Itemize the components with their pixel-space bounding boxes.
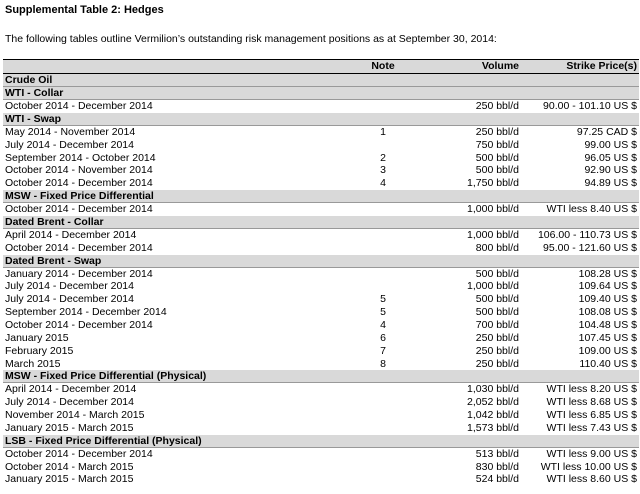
period-cell: October 2014 - December 2014 (5, 177, 153, 190)
table-row (3, 448, 639, 461)
section-header: Dated Brent - Swap (3, 255, 639, 268)
note-cell: 8 (380, 357, 386, 370)
period-cell: October 2014 - December 2014 (5, 318, 153, 331)
strike-cell: WTI less 7.43 US $ (546, 421, 637, 434)
period-cell: October 2014 - December 2014 (5, 203, 153, 216)
header-volume: Volume (481, 60, 519, 72)
strike-cell: 109.40 US $ (578, 293, 637, 306)
period-cell: March 2015 (5, 357, 61, 370)
category-crude-oil: Crude Oil (3, 74, 639, 87)
hedges-table (3, 59, 639, 486)
strike-cell: 110.40 US $ (579, 357, 637, 370)
table-row (3, 319, 639, 332)
section-header: WTI - Swap (3, 113, 639, 126)
header-note: Note (371, 60, 395, 72)
volume-cell: 800 bbl/d (475, 241, 519, 254)
strike-cell: WTI less 8.68 US $ (546, 396, 637, 409)
strike-cell: WTI less 6.85 US $ (546, 409, 637, 422)
strike-cell: 90.00 - 101.10 US $ (543, 100, 637, 112)
strike-cell: 108.08 US $ (578, 306, 637, 319)
period-cell: November 2014 - March 2015 (5, 409, 145, 422)
strike-cell: 95.00 - 121.60 US $ (543, 241, 637, 254)
period-cell: September 2014 - December 2014 (5, 306, 167, 319)
note-cell: 4 (380, 177, 386, 190)
table-row (3, 306, 639, 319)
strike-cell: 104.48 US $ (578, 318, 637, 331)
section-header: LSB - Fixed Price Differential (Physical) (3, 435, 639, 448)
volume-cell: 1,000 bbl/d (467, 203, 519, 216)
period-cell: October 2014 - November 2014 (5, 164, 153, 177)
table-row (3, 345, 639, 358)
section-header: MSW - Fixed Price Differential (3, 190, 639, 203)
table-row (3, 100, 639, 113)
table-row (3, 358, 639, 371)
note-cell: 3 (380, 164, 386, 177)
table-row (3, 293, 639, 306)
volume-cell: 830 bbl/d (475, 460, 519, 473)
strike-cell: 106.00 - 110.73 US $ (537, 228, 637, 241)
note-cell: 7 (380, 344, 386, 357)
sections-container (3, 87, 639, 486)
table-row (3, 422, 639, 435)
strike-cell: WTI less 9.00 US $ (546, 447, 637, 460)
table-row (3, 177, 639, 190)
volume-cell: 1,573 bbl/d (467, 421, 519, 434)
strike-cell: 92.90 US $ (584, 164, 637, 177)
volume-cell: 250 bbl/d (475, 331, 519, 344)
strike-cell: 96.05 US $ (584, 151, 637, 164)
volume-cell: 250 bbl/d (475, 344, 519, 357)
volume-cell: 500 bbl/d (475, 293, 519, 306)
table-row (3, 473, 639, 486)
volume-cell: 1,042 bbl/d (467, 409, 519, 422)
period-cell: October 2014 - December 2014 (5, 100, 153, 112)
period-cell: October 2014 - December 2014 (5, 241, 153, 254)
table-row (3, 383, 639, 396)
volume-cell: 2,052 bbl/d (467, 396, 519, 409)
table-row (3, 332, 639, 345)
table-header (3, 59, 639, 74)
volume-cell: 250 bbl/d (475, 125, 519, 138)
intro-text: The following tables outline Vermilion’s outstanding risk management positions as at September 30, 2014: (5, 33, 497, 45)
note-cell: 1 (380, 125, 386, 138)
section-header: MSW - Fixed Price Differential (Physical) (3, 370, 639, 383)
strike-cell: 109.64 US $ (578, 280, 637, 293)
table-row (3, 396, 639, 409)
section-header: Dated Brent - Collar (3, 216, 639, 229)
table-row (3, 409, 639, 422)
strike-cell: 107.45 US $ (578, 331, 637, 344)
table-row (3, 242, 639, 255)
note-cell: 4 (380, 318, 386, 331)
volume-cell: 500 bbl/d (475, 267, 519, 280)
period-cell: July 2014 - December 2014 (5, 138, 134, 151)
strike-cell: 108.28 US $ (578, 267, 637, 280)
strike-cell: 97.25 CAD $ (576, 125, 637, 138)
table-row (3, 152, 639, 165)
period-cell: October 2014 - December 2014 (5, 447, 153, 460)
header-strike: Strike Price(s) (566, 60, 637, 72)
period-cell: September 2014 - October 2014 (5, 151, 156, 164)
table-row (3, 461, 639, 474)
period-cell: February 2015 (5, 344, 74, 357)
page-title: Supplemental Table 2: Hedges (5, 4, 164, 16)
volume-cell: 524 bbl/d (475, 473, 519, 486)
section-header: WTI - Collar (3, 87, 639, 100)
period-cell: July 2014 - December 2014 (5, 396, 134, 409)
volume-cell: 750 bbl/d (475, 138, 519, 151)
volume-cell: 500 bbl/d (475, 306, 519, 319)
period-cell: January 2015 - March 2015 (5, 473, 134, 486)
table-row (3, 203, 639, 216)
strike-cell: 94.89 US $ (584, 177, 637, 190)
note-cell: 5 (380, 293, 386, 306)
period-cell: July 2014 - December 2014 (5, 293, 134, 306)
strike-cell: 109.00 US $ (578, 344, 637, 357)
strike-cell: 99.00 US $ (584, 138, 637, 151)
volume-cell: 1,000 bbl/d (467, 228, 519, 241)
volume-cell: 500 bbl/d (475, 151, 519, 164)
strike-cell: WTI less 8.60 US $ (546, 473, 637, 486)
strike-cell: WTI less 8.40 US $ (546, 203, 637, 216)
volume-cell: 1,000 bbl/d (467, 280, 519, 293)
strike-cell: WTI less 8.20 US $ (546, 383, 637, 396)
table-row (3, 229, 639, 242)
period-cell: January 2015 (5, 331, 69, 344)
period-cell: May 2014 - November 2014 (5, 125, 136, 138)
volume-cell: 700 bbl/d (475, 318, 519, 331)
volume-cell: 250 bbl/d (475, 357, 519, 370)
table-row (3, 280, 639, 293)
table-row (3, 268, 639, 281)
period-cell: April 2014 - December 2014 (5, 228, 137, 241)
note-cell: 5 (380, 306, 386, 319)
table-row (3, 164, 639, 177)
period-cell: January 2014 - December 2014 (5, 267, 153, 280)
period-cell: October 2014 - March 2015 (5, 460, 134, 473)
volume-cell: 513 bbl/d (475, 447, 519, 460)
volume-cell: 1,030 bbl/d (467, 383, 519, 396)
volume-cell: 250 bbl/d (475, 100, 519, 112)
period-cell: January 2015 - March 2015 (5, 421, 134, 434)
table-row (3, 139, 639, 152)
period-cell: April 2014 - December 2014 (5, 383, 137, 396)
period-cell: July 2014 - December 2014 (5, 280, 134, 293)
note-cell: 6 (380, 331, 386, 344)
volume-cell: 500 bbl/d (475, 164, 519, 177)
strike-cell: WTI less 10.00 US $ (540, 460, 637, 473)
volume-cell: 1,750 bbl/d (467, 177, 519, 190)
note-cell: 2 (380, 151, 386, 164)
table-row (3, 126, 639, 139)
